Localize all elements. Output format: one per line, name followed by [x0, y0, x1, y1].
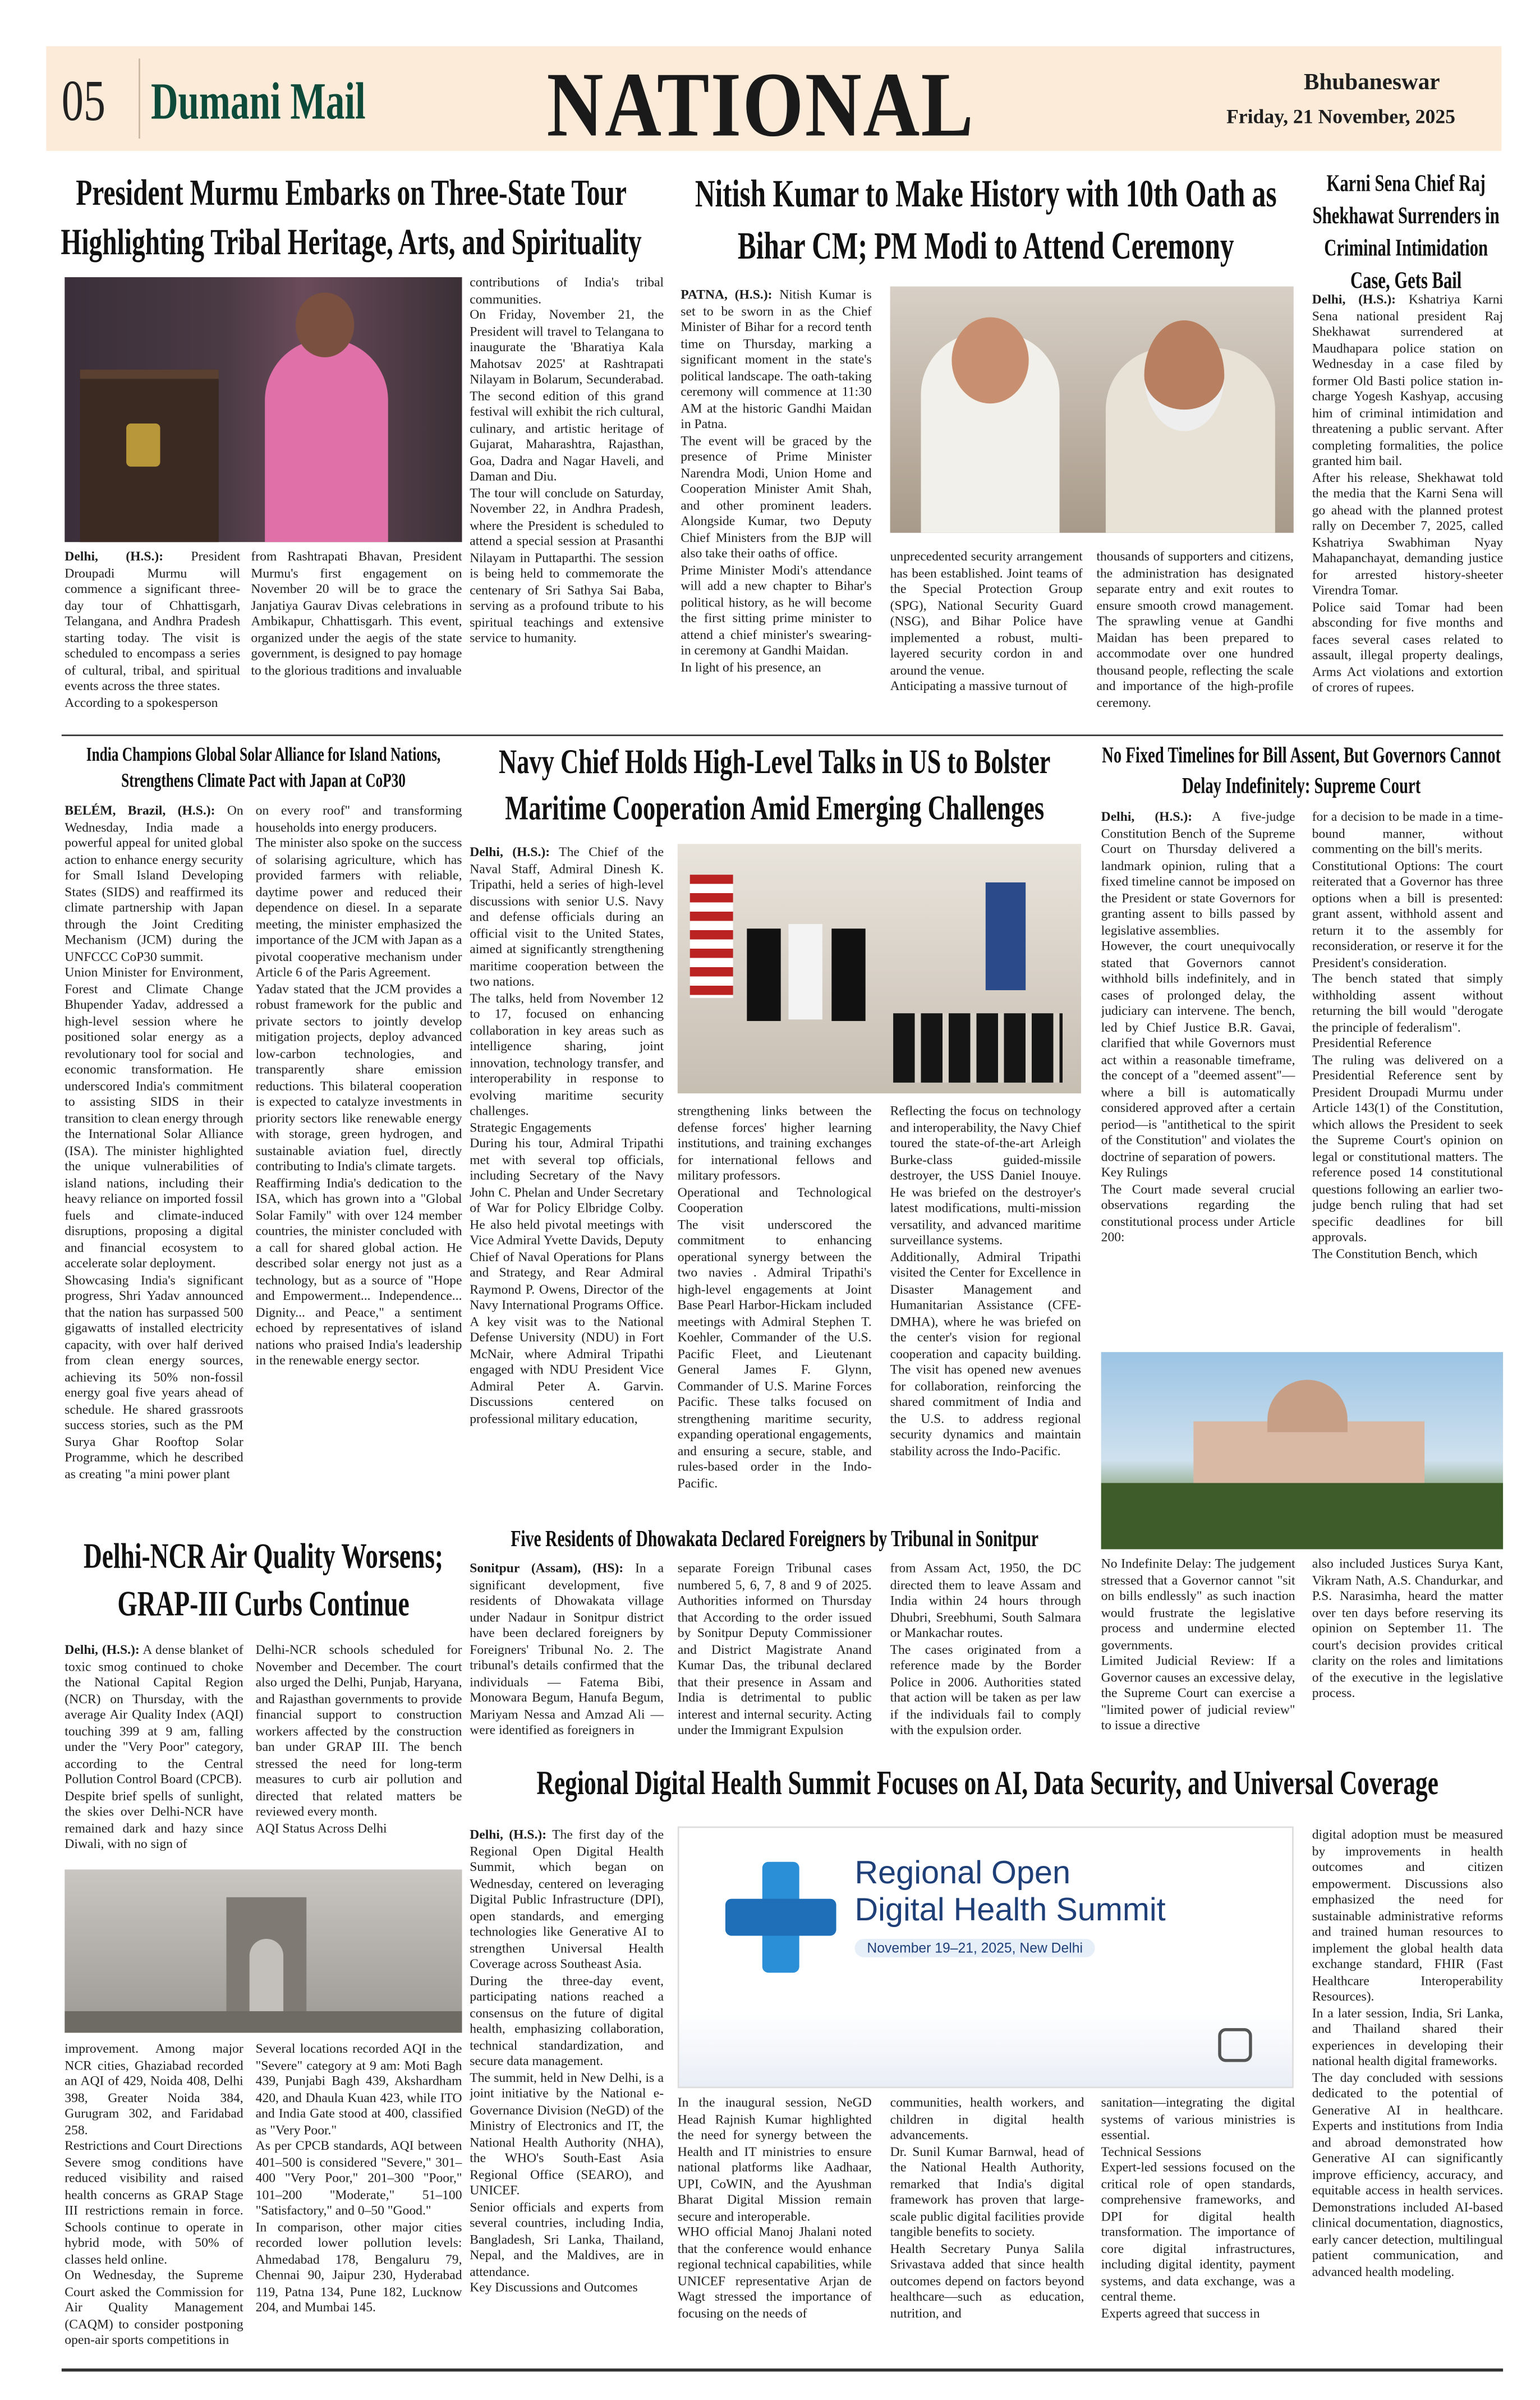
paragraph [1096, 548, 1293, 710]
paragraph [1312, 1035, 1503, 1051]
paragraph [65, 2154, 243, 2267]
navy-col-2 [678, 1102, 872, 1528]
paragraph-text: Dr. Sunil Kumar Barnwal, head of the National Health Authority, remarked that India's digital framework has proven that large-scale public digital facilities provide tangible benefits to society. [890, 2142, 1084, 2240]
paragraph [1312, 970, 1503, 1035]
paragraph-text: The Constitution Bench, which [1312, 1245, 1478, 1261]
paragraph [470, 844, 664, 989]
paragraph [681, 562, 871, 659]
paragraph [1101, 1180, 1295, 1245]
paragraph-text: Strategic Engagements [470, 1119, 592, 1134]
banner-dates: November 19–21, 2025, New Delhi [854, 1939, 1095, 1957]
paragraph [678, 1216, 872, 1491]
health-col-3 [890, 2094, 1084, 2353]
paragraph [1101, 1555, 1295, 1652]
paragraph [256, 1642, 462, 1819]
paragraph [1101, 2159, 1295, 2304]
paragraph-text: Showcasing India's significant progress, Shri Yadav announced that the nation has surpassed 500 gigawatts of installed electricity capacity, with over half derived from clean energy sources, achieving its 50% non-fossil energy goal five years ahead of schedule. He shared grassroots success stories, such as the PM Surya Ghar Rooftop Solar Programme, which he described as creating "a mini power plant [65, 1271, 243, 1481]
paragraph-text: Several locations recorded AQI in the "Severe" category at 9 am: Moti Bagh 439, Punjabi Bagh 439, Akshardham 420, and Dhaula Kuan 423, while ITO and India Gate stood at 400, classified as "Very Poor." [255, 2040, 462, 2137]
paragraph [1101, 1652, 1295, 1733]
paragraph [470, 990, 664, 1119]
edition-city: Bhubaneswar [1304, 71, 1440, 96]
dateline: BELÉM, Brazil, (H.S.): [65, 802, 215, 818]
headline: Regional Digital Health Summit Focuses on AI, Data Security, and Universal Coverage [536, 1763, 1438, 1802]
paragraph [65, 964, 243, 1271]
paragraph-text: In light of his presence, an [681, 658, 821, 674]
officer [788, 924, 822, 1019]
paragraph-text: improvement. Among major NCR cities, Ghaziabad recorded an AQI of 429, Noida 408, Delhi 398, Greater Noida 384, Gurugram 302, and Faridabad 258. [65, 2040, 243, 2137]
headline: President Murmu Embarks on Three-State Tour Highlighting Tribal Heritage, Arts, and Spirituality [61, 174, 642, 264]
paragraph [470, 1119, 664, 1135]
paragraph [1312, 469, 1503, 599]
newspaper-brand: Dumani Mail [151, 73, 366, 131]
qr-scan-icon [1218, 2028, 1252, 2062]
paragraph-text: Key Rulings [1101, 1164, 1168, 1180]
paragraph [1101, 808, 1295, 938]
paragraph [256, 802, 462, 835]
paragraph-text: Constitutional Options: The court reiterated that a Governor has three options when a bill is presented: grant assent, withhold assent and return it to the assembly for reconsideration, or reserve it for the President's consideration. [1312, 857, 1504, 969]
paragraph [890, 2240, 1084, 2321]
air-col-1 [65, 1642, 243, 1866]
paragraph-text: During the three-day event, participating nations reached a consensus on the future of digital health, emphasizing collaboration, technical standardization, and secure data management. [470, 1971, 664, 2068]
paragraph-text: However, the court unequivocally stated that Governors cannot withhold bills indefinitely, and in cases of prolonged delay, the judiciary can intervene. The bench, led by Chief Justice B.R. Gavai, clarified that while Governors must act within a reasonable timeframe, the concept of a "deemed assent"—where a bill is automatically considered approved after a certain period—is "antithetical to the spirit of the Constitution" and violates the doctrine of separation of powers. [1101, 937, 1295, 1164]
headline: Delhi-NCR Air Quality Worsens; GRAP-III Curbs Continue [83, 1537, 444, 1624]
paragraph [681, 658, 871, 674]
paragraph-text: On Friday, November 21, the President will travel to Telangana to inaugurate the 'Bharatiya Kala Mahotsav 2025' at Rashtrapati Nilayam in Bolarum, Secunderabad. The second edition of this grand festival will exhibit the rich cultural, culinary, and artistic heritage of Gujarat, Maharashtra, Rajasthan, Goa, Dadra and Nagar Haveli, and Daman and Diu. [470, 306, 664, 484]
sc-col-4 [1312, 1555, 1503, 1749]
dateline: Delhi, (H.S.): [65, 548, 164, 564]
officer [831, 928, 865, 1021]
health-headline-box [470, 1760, 1505, 1806]
masthead-divider [139, 58, 140, 139]
paragraph-text: The visit underscored the commitment to enhancing operational synergy between the two navies . Admiral Tripathi's high-level engagements at Joint Base Pearl Harbor-Hickam included meetings with Admiral Stephen T. Koehler, Commander of the U.S. Pacific Fleet, and Lieutenant General James F. Glynn, Commander of U.S. Marine Forces Pacific. These talks focused on strengthening maritime security, expanding operational engagements, and ensuring a secure, stable, and rules-based order in the Indo-Pacific. [677, 1216, 872, 1490]
paragraph-text: Restrictions and Court Directions [65, 2137, 242, 2153]
paragraph [470, 1313, 664, 1426]
paragraph-text: A five-judge Constitution Bench of the Supreme Court on Thursday delivered a landmark opinion, ruling that a fixed timeline cannot be imposed on the President or state Governors for granting assent to bills passed by legislative assemblies. [1101, 808, 1295, 937]
paragraph [65, 1642, 243, 1787]
paragraph-text: Prime Minister Modi's attendance will add a new chapter to Bihar's political history, as he will become the first sitting prime minister to attend a chief minister's swearing-in ceremony at Gandhi Maidan. [681, 561, 872, 658]
paragraph [65, 2267, 243, 2348]
paragraph [681, 432, 871, 562]
paragraph [470, 2069, 664, 2199]
section-divider [62, 734, 1503, 736]
paragraph-text: As per CPCB standards, AQI between 401–500 is considered "Severe," 301–400 "Very Poor," 201–300 "Poor," 101–200 "Moderate," 51–100 "Satisfactory," and 0–50 "Good." [255, 2137, 462, 2218]
paragraph-text: unprecedented security arrangement has been established. Joint teams of the Special Protection Group (SPG), National Security Guard (NSG), and Bihar Police have implemented a robust, multi-layered security cordon in and around the venue. [890, 548, 1083, 677]
paragraph-text: President Droupadi Murmu will commence a significant three-day tour of Chhattisgarh, Telangana, and Andhra Pradesh starting today. The visit is scheduled to encompass a series of cultural, tribal, and spiritual events across the three states. [65, 548, 241, 693]
dateline: Delhi, (H.S.): [1312, 291, 1396, 307]
paragraph-text: The ruling was delivered on a Presidential Reference sent by President Droupadi Murmu under Article 143(1) of the Constitution, which allows the President to seek the Supreme Court's opinion on legal or constitutional matters. The reference posed 14 constitutional questions following an earlier two-judge bench ruling that had set specific deadlines for bill approvals. [1312, 1051, 1504, 1244]
president-figure [265, 339, 388, 542]
murmu-headline-box [58, 169, 643, 269]
dhowakata-headline-box [470, 1525, 1079, 1556]
air-col-2 [256, 1642, 462, 1866]
paragraph [678, 1102, 872, 1183]
dateline: Delhi, (H.S.): [1101, 808, 1193, 824]
paragraph [890, 678, 1083, 694]
dateline: PATNA, (H.S.): [681, 286, 773, 302]
paragraph-text: separate Foreign Tribunal cases numbered 5, 6, 7, 8 and 9 of 2025. Authorities informed on Thursday that According to the order issued by Sonitpur Deputy Commissioner and District Magistrate Anand Kumar Das, the tribunal declared that their presence in Assam and India is detrimental to public interest and internal security. Acting under the Immigrant Expulsion [677, 1560, 872, 1737]
dhowakata-col-2 [678, 1560, 872, 1751]
paragraph-text: According to a spokesperson [65, 693, 218, 710]
sc-col-2 [1312, 808, 1503, 1341]
paragraph-text: Senior officials and experts from several countries, including India, Bangladesh, Sri Lanka, Thailand, Nepal, and the Maldives, are in attendance. [470, 2198, 664, 2279]
paragraph [890, 1248, 1081, 1459]
navy-col-1 [470, 844, 664, 1544]
paragraph-text: In comparison, other major cities recorded lower pollution levels: Ahmedabad 178, Bengaluru 79, Chennai 90, Jaipur 230, Hyderabad 119, Patna 134, Pune 182, Lucknow 204, and Mumbai 145. [255, 2218, 462, 2315]
paragraph [1312, 1555, 1503, 1700]
paragraph-text: During his tour, Admiral Tripathi met with several top officials, including Secretary of the Navy John C. Phelan and Under Secretary of War for Policy Elbridge Colby. He also held pivotal meetings with Vice Admiral Yvette Davids, Deputy Chief of Naval Operations for Plans and Strategy, and Rear Admiral Raymond P. Owens, Director of the Navy International Programs Office. [470, 1135, 664, 1312]
paragraph-text: from Assam Act, 1950, the DC directed them to leave Assam and India within 24 hours through Dhubri, Sreebhumi, South Salmara or Mankachar routes. [890, 1560, 1081, 1640]
paragraph-text: Reaffirming India's dedication to the ISA, which has grown into a "Global Solar Family" with over 124 member countries, the minister concluded with a call for shared global action. He described solar energy not just as a technology, but as a source of "Hope and Empowerment... Independence... Dignity... and Peace," a sentiment echoed by representatives of island nations who praised India's leadership in the renewable energy sector. [255, 1174, 462, 1368]
karni-col [1312, 291, 1503, 727]
paragraph [470, 306, 664, 484]
navy-meeting-photo [678, 844, 1081, 1093]
paragraph-text: Anticipating a massive turnout of [890, 677, 1068, 693]
court-dome [1267, 1380, 1348, 1432]
solar-col-1 [65, 802, 243, 1526]
paragraph [1312, 1827, 1503, 2004]
paragraph [890, 1102, 1081, 1248]
person-left-head [951, 317, 1028, 403]
dateline: Delhi, (H.S.): [65, 1642, 140, 1657]
skyline-illustration [679, 2013, 1294, 2089]
president-head [296, 293, 354, 357]
paragraph [678, 1560, 872, 1738]
paragraph-text: In the inaugural session, NeGD Head Rajnish Kumar highlighted the need for synergy between the Health and IT ministries to ensure national platforms like Aadhaar, UPI, CoWIN, and the Ayushman Bharat Digital Mission remain secure and interoperable. [677, 2094, 872, 2223]
sc-headline-box [1100, 742, 1503, 802]
paragraph-text: No Indefinite Delay: The judgement stressed that a Governor cannot "sit on bills endlessly" as such inaction would frustrate the legislative process and undermine elected governments. [1101, 1555, 1295, 1652]
paragraph [1312, 857, 1503, 971]
paragraph [1312, 1245, 1503, 1261]
air-col-4 [256, 2040, 462, 2351]
paragraph [890, 1560, 1081, 1641]
dateline: Delhi, (H.S.): [470, 1826, 547, 1842]
solar-headline-box [62, 742, 465, 796]
paragraph-text: The event will be graced by the presence of Prime Minister Narendra Modi, Union Home and Cooperation Minister Amit Shah, and other prominent leaders. Alongside Kumar, two Deputy Chief Ministers from the BJP will also take their oaths of office. [681, 431, 872, 561]
page-number: 05 [61, 69, 106, 134]
health-col-4 [1101, 2094, 1295, 2353]
paragraph-text: The bench stated that simply withholding assent without returning the bill would "derogate the principle of federalism". [1312, 970, 1504, 1035]
paragraph [1312, 2004, 1503, 2069]
paragraph-text: digital adoption must be measured by improvements in health outcomes and citizen empowerment. Discussions also emphasized the need for sustainable administrative reforms and trained human resources to implement the global health data exchange standard, FHIR (Fast Healthcare Interoperability Resources). [1312, 1826, 1504, 2004]
headline: Karni Sena Chief Raj Shekhawat Surrenders in Criminal Intimidation Case, Gets Bail [1312, 171, 1500, 294]
paragraph-text: from Rashtrapati Bhavan, President Murmu's first engagement on November 20 will be to grace the Janjatiya Gaurav Divas celebrations in Ambikapur, Chhattisgarh. This event, organized under the aegis of the state government, is designed to pay homage to the glorious traditions and invaluable [251, 548, 462, 677]
paragraph [470, 2198, 664, 2279]
edition-date: Friday, 21 November, 2025 [1226, 104, 1456, 128]
paragraph-text: In a significant development, five residents of Dhowakata village under Nadaur in Sonitpur district have been declared foreigners by Foreigners' Tribunal No. 2. The tribunal's details confirmed that the individuals — Fatema Bibi, Monowara Begum, Hanufa Begum, Mariyam Nessa and Amzad Ali — were identified as foreigners in [470, 1560, 664, 1737]
paragraph [256, 835, 462, 980]
paragraph-text: strengthening links between the defense forces' higher learning institutions, and training exchanges for international fellows and military professors. [677, 1102, 872, 1183]
paragraph [65, 694, 240, 710]
paragraph-text: Police said Tomar had been absconding for five months and faces several cases related to assault, illegal property dealings, Arms Act violations and extortion of crores of rupees. [1312, 598, 1504, 695]
paragraph [470, 274, 664, 307]
murmu-col-3 [470, 274, 664, 727]
paragraph [256, 980, 462, 1174]
headline: Five Residents of Dhowakata Declared Foreigners by Tribunal in Sonitpur [511, 1528, 1039, 1552]
paragraph-text: Key Discussions and Outcomes [470, 2279, 638, 2295]
paragraph [251, 548, 462, 678]
paragraph-text: Expert-led sessions focused on the critical role of open standards, comprehensive frameworks, and DPI for digital health transformation. The importance of core digital infrastructures, including digital identity, payment systems, and data exchange, was a central theme. [1101, 2159, 1295, 2304]
air-col-3 [65, 2040, 243, 2351]
paragraph [1312, 1051, 1503, 1245]
paragraph [470, 1972, 664, 2069]
paragraph [470, 1827, 664, 1972]
paragraph-text: Kshatriya Karni Sena national president Raj Shekhawat surrendered at Maudhapara police station on Wednesday in a case filed by former Old Basti police station in-charge Yogesh Kashyap, accusing him of criminal intimidation and threatening a public servant. After completing formalities, the police granted him bail. [1312, 291, 1504, 468]
karni-headline-box [1309, 169, 1503, 298]
paragraph [1101, 2094, 1295, 2142]
paragraph [681, 287, 871, 432]
paragraph [256, 2137, 462, 2218]
paragraph-text: The cases originated from a reference made by the Border Police in 2006. Authorities stated that action will be taken as per law if the individuals fail to comply with the expulsion order. [890, 1640, 1081, 1737]
paragraph [678, 2224, 872, 2321]
nitish-modi-photo [890, 287, 1294, 533]
paragraph-text: contributions of India's tribal communities. [470, 274, 664, 306]
paragraph-text: communities, health workers, and children in digital health advancements. [890, 2094, 1084, 2142]
paragraph-text: Technical Sessions [1101, 2142, 1202, 2159]
paragraph [1312, 291, 1503, 469]
paragraph-text: The talks, held from November 12 to 17, focused on enhancing collaboration in key areas such as intelligence sharing, joint innovation, technology transfer, and interoperability in response to evolving maritime security challenges. [470, 989, 664, 1118]
paragraph-text: In a later session, India, Sri Lanka, and Thailand shared their experiences in developing their national health digital frameworks. [1312, 2004, 1504, 2068]
paragraph-text: Union Minister for Environment, Forest and Climate Change Bhupender Yadav, addressed a high-level session where he positioned solar energy as a revolutionary tool for social and economic transformation. He underscored India's commitment to assisting SIDS in their transition to clean energy through the International Solar Alliance (ISA). The minister highlighted the unique vulnerabilities of island nations, including their heavy reliance on imported fossil fuels and climate-induced disruptions, proposing a digital and financial ecosystem to accelerate solar deployment. [65, 964, 243, 1271]
paragraph-text: Yadav stated that the JCM provides a robust framework for the public and private sectors to jointly develop mitigation projects, deploy advanced low-carbon technologies, and transparently share emission reductions. This bilateral cooperation is expected to catalyze investments in priority sectors like renewable energy with storage, green hydrogen, and sustainable aviation fuel, directly contributing to India's climate targets. [255, 980, 462, 1174]
murmu-col-1 [65, 548, 240, 727]
health-col-1 [470, 1827, 664, 2353]
dateline: Sonitpur (Assam), (HS): [470, 1560, 624, 1576]
nitish-headline-box [678, 169, 1294, 273]
dateline: Delhi, (H.S.): [470, 844, 550, 859]
paragraph [256, 2040, 462, 2137]
masthead [46, 46, 1501, 156]
paragraph-text: on every roof" and transforming households into energy producers. [255, 802, 462, 834]
paragraph [470, 1560, 664, 1738]
paragraph [890, 2143, 1084, 2240]
person-right-head [1144, 320, 1225, 431]
paragraph-text: The minister also spoke on the success of solarising agriculture, which has provided farmers with reliable, daytime power and reduced their dependence on diesel. In a separate meeting, the minister emphasized the importance of the JCM with Japan as a pivotal cooperative mechanism under Article 6 of the Paris Agreement. [255, 834, 462, 980]
headline: Navy Chief Holds High-Level Talks in US to Bolster Maritime Cooperation Amid Emerging Challenges [499, 742, 1051, 828]
paragraph [65, 548, 240, 693]
paragraph [256, 2218, 462, 2315]
paragraph [470, 2279, 664, 2296]
health-col-2 [678, 2094, 872, 2353]
paragraph [1312, 2069, 1503, 2279]
headline: India Champions Global Solar Alliance for Island Nations, Strengthens Climate Pact with Japan at CoP30 [86, 743, 441, 792]
supreme-court-photo [1101, 1352, 1503, 1549]
paragraph [1312, 598, 1503, 695]
paragraph [678, 2094, 872, 2224]
paragraph [470, 1135, 664, 1313]
paragraph-text: Operational and Technological Cooperation [677, 1183, 872, 1215]
paragraph-text: sanitation—integrating the digital systems of various ministries is essential. [1101, 2094, 1295, 2142]
paragraph-text: Severe smog conditions have reduced visibility and raised health concerns as GRAP Stage III restrictions remain in force. Schools continue to operate in hybrid mode, with 50% of classes held online. [65, 2153, 243, 2266]
paragraph-text: On Wednesday, the Supreme Court asked the Commission for Air Quality Management (CAQM) to consider postponing open-air sports competitions in [65, 2266, 243, 2347]
emblem-icon [126, 424, 160, 467]
health-cross-logo-icon [725, 1862, 836, 1973]
health-col-5 [1312, 1827, 1503, 2353]
paragraph-text: The day concluded with sessions dedicated to the potential of Generative AI in healthcare. Experts and institutions from India and abroad demonstrated how Generative AI can significantly improve efficiency, accuracy, and equitable access in health services. Demonstrations included AI-based clinical documentation, diagnostics, early cancer detection, multilingual patient communication, and advanced health modeling. [1312, 2068, 1504, 2279]
navy-headline-box [470, 739, 1079, 833]
banner-title-line-1: Regional Open [854, 1855, 1071, 1891]
paragraph [65, 1271, 243, 1482]
paragraph-text: The Court made several crucial observations regarding the constitutional process under Article 200: [1101, 1180, 1295, 1244]
paragraph [65, 802, 243, 964]
paragraph-text: The Chief of the Naval Staff, Admiral Dinesh K. Tripathi, held a series of high-level discussions with senior U.S. Navy and defense officials during an official visit to the United States, aimed at significantly strengthening maritime cooperation between the two nations. [470, 844, 664, 989]
paragraph [256, 1174, 462, 1368]
paragraph-text: Presidential Reference [1312, 1035, 1432, 1051]
paragraph [65, 2040, 243, 2137]
paragraph-text: After his release, Shekhawat told the media that the Karni Sena will go ahead with the planned protest rally on December 7, 2025, called Kshatriya Swabhiman Nyay Mahapanchayat, demanding justice for arrested history-sheeter Virendra Tomar. [1312, 468, 1504, 598]
paragraph [890, 1641, 1081, 1738]
headline: Nitish Kumar to Make History with 10th Oath as Bihar CM; PM Modi to Attend Ceremony [695, 174, 1277, 268]
navy-col-3 [890, 1102, 1081, 1528]
paragraph [890, 2094, 1084, 2142]
dhowakata-col-1 [470, 1560, 664, 1751]
paragraph-text: Nitish Kumar is set to be sworn in as the Chief Minister of Bihar for a record tenth time on Thursday, marking a significant moment in the state's political landscape. The oath-taking ceremony will commence at 11:30 AM at the historic Gandhi Maidan in Patna. [681, 286, 872, 431]
paragraph [1101, 2143, 1295, 2159]
gate-arch [250, 1939, 283, 2017]
paragraph [1101, 1164, 1295, 1180]
nitish-col-1 [681, 287, 871, 727]
paragraph-text: Limited Judicial Review: If a Governor causes an excessive delay, the Supreme Court can exercise a "limited power of judicial review" to issue a directive [1101, 1652, 1295, 1733]
paragraph [890, 548, 1083, 678]
paragraph-text: The summit, held in New Delhi, is a joint initiative by the National e-Governance Division (NeGD) of the Ministry of Electronics and IT, the National Health Authority (NHA), the WHO's South-East Asia Regional Office (SEARO), and UNICEF. [470, 2068, 664, 2198]
officer [747, 928, 780, 1021]
paragraph-text: thousands of supporters and citizens, the administration has designated separate entry and exit routes to ensure smooth crowd management. The sprawling venue at Gandhi Maidan has been prepared to accommodate over one hundred thousand people, reflecting the scale and importance of the high-profile ceremony. [1096, 548, 1294, 710]
paragraph-text: also included Justices Surya Kant, Vikram Nath, A.S. Chandurkar, and P.S. Narasimha, heard the matter over ten days before reserving its opinion on September 11. The court's decision provides critical clarity on the roles and limitations of the executive in the legislative process. [1312, 1555, 1504, 1700]
paragraph [1312, 808, 1503, 857]
paragraph [678, 1184, 872, 1216]
headline: No Fixed Timelines for Bill Assent, But Governors Cannot Delay Indefinitely: Supreme Court [1102, 743, 1501, 799]
solar-col-2 [256, 802, 462, 1526]
nitish-col-2 [890, 548, 1083, 727]
dhowakata-col-3 [890, 1560, 1081, 1751]
trees [1101, 1483, 1503, 1549]
banner-title-line-2: Digital Health Summit [854, 1892, 1166, 1928]
footer-rule [62, 2369, 1503, 2371]
group-of-officers [893, 1013, 1063, 1083]
section-title: NATIONAL [546, 54, 975, 156]
paragraph [1101, 2305, 1295, 2321]
india-gate-smog-photo [65, 1869, 462, 2033]
sc-col-1 [1101, 808, 1295, 1341]
paragraph-text: Reflecting the focus on technology and interoperability, the Navy Chief toured the state-of-the-art Arleigh Burke-class guided-missile destroyer, the USS Daniel Inouye. He was briefed on the destroyer's latest modifications, multi-mission versatility, and advanced maritime surveillance systems. [890, 1102, 1081, 1248]
paragraph-text: Delhi-NCR schools scheduled for November and December. The court also urged the Delhi, Punjab, Haryana, and Rajasthan governments to provide financial support to construction workers affected by the construction ban under GRAP III. The bench stressed the need for long-term measures to curb air pollution and directed that related matters be reviewed every month. [255, 1642, 462, 1819]
paragraph-text: WHO official Manoj Jhalani noted that the conference would enhance regional technical capabilities, while UNICEF representative Arjan de Wagt stressed the importance of focusing on the needs of [677, 2223, 872, 2320]
paragraph-text: A key visit was to the National Defense University (NDU) in Fort McNair, where Admiral Tripathi engaged with NDU President Vice Admiral Peter A. Garvin. Discussions centered on professional military education, [470, 1313, 664, 1426]
murmu-podium-photo [65, 277, 462, 542]
paragraph-text: Additionally, Admiral Tripathi visited the Center for Excellence in Disaster Management and Humanitarian Assistance (CFE-DMHA), where he was briefed on the center's vision for regional cooperation and capacity building. The visit has opened new avenues for collaboration, reinforcing the shared commitment of India and the U.S. to address regional security dynamics and maintain stability across the Indo-Pacific. [890, 1248, 1081, 1458]
paragraph [470, 484, 664, 646]
paragraph [65, 1787, 243, 1852]
road [65, 2011, 462, 2033]
paragraph-text: On Wednesday, India made a powerful appeal for united global action to enhance energy security for Small Island Developing States (SIDS) and reaffirmed its climate partnership with Japan through the Joint Crediting Mechanism (JCM) during the UNFCCC CoP30 summit. [65, 802, 243, 963]
paragraph-text: Experts agreed that success in [1101, 2304, 1260, 2320]
paragraph-text: Health Secretary Punya Salila Srivastava added that since health outcomes depend on factors beyond healthcare—such as education, nutrition, and [890, 2240, 1084, 2320]
paragraph-text: The first day of the Regional Open Digital Health Summit, which began on Wednesday, centered on leveraging Digital Public Infrastructure (DPI), open standards, and emerging technologies like Generative AI to strengthen Universal Health Coverage across Southeast Asia. [470, 1826, 664, 1971]
summit-banner [678, 1827, 1294, 2089]
sc-col-3 [1101, 1555, 1295, 1749]
paragraph [1101, 938, 1295, 1165]
paragraph-text: The tour will conclude on Saturday, November 22, in Andhra Pradesh, where the President is scheduled to attend a special session at Prasanthi Nilayam in Puttaparthi. The session is being held to commemorate the centenary of Sri Sathya Sai Baba, serving as a profound tribute to his spiritual teachings and extensive service to humanity. [470, 484, 664, 646]
paragraph-text: A dense blanket of toxic smog continued to choke the National Capital Region (NCR) on Thursday, with the average Air Quality Index (AQI) touching 399 at 9 am, falling under the "Very Poor" category, according to the Central Pollution Control Board (CPCB). [65, 1642, 243, 1787]
paragraph [65, 2137, 243, 2154]
murmu-col-2 [251, 548, 462, 727]
paragraph [256, 1819, 462, 1836]
navy-flag [986, 882, 1026, 990]
paragraph-text: AQI Status Across Delhi [255, 1819, 387, 1835]
air-headline-box [62, 1532, 465, 1627]
paragraph-text: for a decision to be made in a time-bound manner, without commenting on the bill's merits. [1312, 808, 1504, 857]
paragraph-text: Despite brief spells of sunlight, the skies over Delhi-NCR have remained dark and hazy since Diwali, with no sign of [65, 1787, 243, 1851]
us-flag [690, 875, 733, 998]
nitish-col-3 [1096, 548, 1293, 727]
